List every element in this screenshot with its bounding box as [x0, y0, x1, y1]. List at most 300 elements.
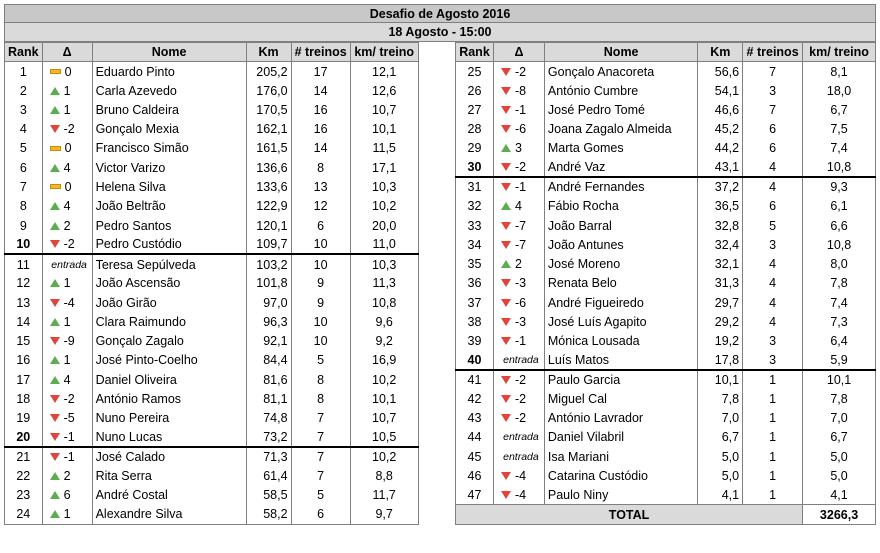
- arrow-up-icon: [50, 376, 60, 384]
- rank-cell: 11: [5, 254, 43, 273]
- delta-cell: [42, 62, 92, 81]
- arrow-up-icon: [50, 202, 60, 210]
- rank-cell: 33: [456, 216, 494, 235]
- table-row: [5, 351, 419, 370]
- name-cell: Carla Azevedo: [92, 81, 246, 100]
- name-cell: Francisco Simão: [92, 139, 246, 158]
- delta-value: 0: [64, 141, 72, 156]
- table-row: [456, 331, 876, 350]
- col-km-per-treino: km/ treino: [350, 43, 418, 62]
- table-row: [5, 486, 419, 505]
- table-row: [5, 409, 419, 428]
- name-cell: Victor Varizo: [92, 158, 246, 177]
- treinos-cell: 10: [291, 331, 350, 350]
- km-cell: 58,2: [246, 505, 291, 524]
- km-cell: 58,5: [246, 486, 291, 505]
- km-cell: 73,2: [246, 428, 291, 447]
- table-row: [456, 466, 876, 485]
- name-cell: Luís Matos: [544, 351, 698, 370]
- col-km: Km: [246, 43, 291, 62]
- treinos-cell: 10: [291, 312, 350, 331]
- table-row: [456, 254, 876, 273]
- km-per-treino-cell: 17,1: [350, 158, 418, 177]
- table-row: [5, 197, 419, 216]
- ranking-table-right: [455, 42, 876, 525]
- entry-label: entrada: [503, 450, 539, 463]
- name-cell: Daniel Vilabril: [544, 428, 698, 447]
- km-per-treino-cell: 10,1: [350, 389, 418, 408]
- table-row: [5, 254, 419, 273]
- arrow-down-icon: [50, 395, 60, 403]
- treinos-cell: 5: [291, 486, 350, 505]
- table-row: [456, 197, 876, 216]
- delta-cell: [42, 466, 92, 485]
- delta-cell: [493, 177, 544, 196]
- arrow-down-icon: [50, 453, 60, 461]
- treinos-cell: 4: [743, 158, 803, 177]
- km-cell: 29,2: [698, 312, 743, 331]
- treinos-cell: 10: [291, 235, 350, 254]
- km-cell: 122,9: [246, 197, 291, 216]
- delta-cell: [42, 505, 92, 524]
- equal-icon: [50, 184, 61, 189]
- name-cell: André Fernandes: [544, 177, 698, 196]
- km-per-treino-cell: 9,2: [350, 331, 418, 350]
- km-per-treino-cell: 10,8: [350, 293, 418, 312]
- delta-value: 1: [63, 83, 71, 98]
- km-cell: 36,5: [698, 197, 743, 216]
- table-row: [5, 216, 419, 235]
- rank-cell: 28: [456, 120, 494, 139]
- name-cell: Joana Zagalo Almeida: [544, 120, 698, 139]
- delta-cell: [493, 351, 544, 370]
- delta-value: -7: [514, 237, 527, 252]
- delta-value: -2: [514, 64, 527, 79]
- table-row: [5, 428, 419, 447]
- table-row: [5, 274, 419, 293]
- delta-cell: [493, 235, 544, 254]
- name-cell: Teresa Sepúlveda: [92, 254, 246, 273]
- rank-cell: 24: [5, 505, 43, 524]
- km-per-treino-cell: 10,1: [803, 370, 876, 389]
- delta-cell: [493, 466, 544, 485]
- table-row: [456, 351, 876, 370]
- rank-cell: 25: [456, 62, 494, 81]
- treinos-cell: 8: [291, 389, 350, 408]
- delta-cell: [493, 100, 544, 119]
- treinos-cell: 6: [743, 120, 803, 139]
- delta-value: 4: [63, 199, 71, 214]
- arrow-up-icon: [50, 164, 60, 172]
- arrow-down-icon: [501, 376, 511, 384]
- arrow-up-icon: [50, 318, 60, 326]
- table-row: [5, 331, 419, 350]
- rank-cell: 34: [456, 235, 494, 254]
- km-per-treino-cell: 16,9: [350, 351, 418, 370]
- delta-cell: [493, 312, 544, 331]
- rank-cell: 5: [5, 139, 43, 158]
- km-cell: 136,6: [246, 158, 291, 177]
- treinos-cell: 7: [291, 466, 350, 485]
- rank-cell: 31: [456, 177, 494, 196]
- km-cell: 81,6: [246, 370, 291, 389]
- km-per-treino-cell: 7,0: [803, 409, 876, 428]
- delta-cell: [42, 235, 92, 254]
- name-cell: Gonçalo Mexia: [92, 120, 246, 139]
- km-per-treino-cell: 9,3: [803, 177, 876, 196]
- delta-value: -2: [514, 373, 527, 388]
- delta-value: -2: [63, 237, 75, 252]
- name-cell: Fábio Rocha: [544, 197, 698, 216]
- treinos-cell: 9: [291, 274, 350, 293]
- treinos-cell: 8: [291, 370, 350, 389]
- rank-cell: 39: [456, 331, 494, 350]
- arrow-down-icon: [501, 299, 511, 307]
- name-cell: João Beltrão: [92, 197, 246, 216]
- table-row: [5, 100, 419, 119]
- table-row: [5, 81, 419, 100]
- delta-cell: [42, 389, 92, 408]
- name-cell: André Costal: [92, 486, 246, 505]
- km-per-treino-cell: 6,7: [803, 100, 876, 119]
- treinos-cell: 4: [743, 293, 803, 312]
- name-cell: Gonçalo Zagalo: [92, 331, 246, 350]
- arrow-down-icon: [501, 241, 511, 249]
- table-row: [5, 235, 419, 254]
- km-cell: 162,1: [246, 120, 291, 139]
- arrow-down-icon: [501, 87, 511, 95]
- rank-cell: 16: [5, 351, 43, 370]
- name-cell: Pedro Custódio: [92, 235, 246, 254]
- delta-value: -2: [514, 411, 527, 426]
- treinos-cell: 4: [743, 177, 803, 196]
- total-label: TOTAL: [456, 505, 803, 524]
- km-per-treino-cell: 12,6: [350, 81, 418, 100]
- table-row: [5, 370, 419, 389]
- km-per-treino-cell: 10,7: [350, 409, 418, 428]
- treinos-cell: 1: [743, 409, 803, 428]
- treinos-cell: 4: [743, 274, 803, 293]
- delta-value: 1: [63, 102, 71, 117]
- arrow-down-icon: [50, 414, 60, 422]
- name-cell: António Lavrador: [544, 409, 698, 428]
- km-per-treino-cell: 10,3: [350, 254, 418, 273]
- delta-value: 6: [63, 488, 71, 503]
- rank-cell: 26: [456, 81, 494, 100]
- table-row: [456, 216, 876, 235]
- name-cell: Gonçalo Anacoreta: [544, 62, 698, 81]
- km-cell: 92,1: [246, 331, 291, 350]
- delta-cell: [493, 120, 544, 139]
- table-row: [5, 139, 419, 158]
- name-cell: Miguel Cal: [544, 389, 698, 408]
- km-per-treino-cell: 6,7: [803, 428, 876, 447]
- km-cell: 44,2: [698, 139, 743, 158]
- rank-cell: 32: [456, 197, 494, 216]
- table-row: [456, 100, 876, 119]
- km-cell: 46,6: [698, 100, 743, 119]
- km-cell: 97,0: [246, 293, 291, 312]
- km-per-treino-cell: 7,4: [803, 293, 876, 312]
- delta-cell: [42, 370, 92, 389]
- delta-value: -7: [514, 218, 527, 233]
- rank-cell: 12: [5, 274, 43, 293]
- name-cell: Renata Belo: [544, 274, 698, 293]
- km-cell: 120,1: [246, 216, 291, 235]
- delta-value: -6: [514, 122, 527, 137]
- rank-cell: 9: [5, 216, 43, 235]
- rank-cell: 17: [5, 370, 43, 389]
- name-cell: José Calado: [92, 447, 246, 466]
- rank-cell: 43: [456, 409, 494, 428]
- table-row: [456, 486, 876, 505]
- km-per-treino-cell: 7,3: [803, 312, 876, 331]
- km-per-treino-cell: 4,1: [803, 486, 876, 505]
- rank-cell: 38: [456, 312, 494, 331]
- rank-cell: 18: [5, 389, 43, 408]
- col-name: Nome: [92, 43, 246, 62]
- rank-cell: 27: [456, 100, 494, 119]
- treinos-cell: 3: [743, 351, 803, 370]
- treinos-cell: 12: [291, 197, 350, 216]
- km-cell: 56,6: [698, 62, 743, 81]
- table-row: [456, 274, 876, 293]
- rank-cell: 2: [5, 81, 43, 100]
- arrow-down-icon: [50, 240, 60, 248]
- delta-value: -2: [63, 391, 75, 406]
- arrow-down-icon: [50, 125, 60, 133]
- ranking-sheet: [4, 4, 876, 548]
- table-row: [456, 139, 876, 158]
- delta-value: 4: [63, 372, 71, 387]
- delta-value: -4: [514, 468, 527, 483]
- rank-cell: 23: [5, 486, 43, 505]
- delta-cell: [42, 428, 92, 447]
- rank-cell: 22: [5, 466, 43, 485]
- rank-cell: 44: [456, 428, 494, 447]
- delta-cell: [493, 331, 544, 350]
- km-per-treino-cell: 8,8: [350, 466, 418, 485]
- delta-value: 2: [63, 218, 71, 233]
- treinos-cell: 1: [743, 447, 803, 466]
- arrow-up-icon: [50, 87, 60, 95]
- table-row: [5, 62, 419, 81]
- delta-value: 1: [63, 507, 71, 522]
- arrow-down-icon: [50, 337, 60, 345]
- km-per-treino-cell: 8,1: [803, 62, 876, 81]
- table-row: [456, 81, 876, 100]
- name-cell: Mónica Lousada: [544, 331, 698, 350]
- delta-value: 2: [514, 257, 522, 272]
- km-cell: 161,5: [246, 139, 291, 158]
- treinos-cell: 3: [743, 81, 803, 100]
- km-per-treino-cell: 7,8: [803, 389, 876, 408]
- km-cell: 31,3: [698, 274, 743, 293]
- table-row: [5, 389, 419, 408]
- arrow-down-icon: [501, 318, 511, 326]
- table-row: [456, 177, 876, 196]
- table-row: [5, 505, 419, 524]
- km-cell: 29,7: [698, 293, 743, 312]
- rank-cell: 6: [5, 158, 43, 177]
- km-cell: 205,2: [246, 62, 291, 81]
- delta-cell: [493, 389, 544, 408]
- km-per-treino-cell: 10,5: [350, 428, 418, 447]
- delta-cell: [493, 62, 544, 81]
- delta-value: -1: [514, 180, 527, 195]
- delta-cell: [493, 274, 544, 293]
- col-km: Km: [698, 43, 743, 62]
- delta-cell: [42, 197, 92, 216]
- name-cell: José Pinto-Coelho: [92, 351, 246, 370]
- delta-cell: [493, 81, 544, 100]
- delta-value: -5: [63, 411, 75, 426]
- delta-value: -1: [63, 450, 75, 465]
- delta-cell: [493, 486, 544, 505]
- delta-cell: [493, 216, 544, 235]
- rank-cell: 13: [5, 293, 43, 312]
- delta-value: 3: [514, 141, 522, 156]
- delta-cell: [493, 254, 544, 273]
- name-cell: Pedro Santos: [92, 216, 246, 235]
- rank-cell: 35: [456, 254, 494, 273]
- table-row: [5, 177, 419, 196]
- rank-cell: 1: [5, 62, 43, 81]
- delta-cell: [42, 81, 92, 100]
- arrow-down-icon: [501, 125, 511, 133]
- treinos-cell: 17: [291, 62, 350, 81]
- name-cell: Bruno Caldeira: [92, 100, 246, 119]
- table-row: [456, 370, 876, 389]
- delta-cell: [42, 409, 92, 428]
- treinos-cell: 16: [291, 100, 350, 119]
- km-cell: 37,2: [698, 177, 743, 196]
- header-row: [5, 43, 419, 62]
- delta-cell: [42, 447, 92, 466]
- treinos-cell: 9: [291, 293, 350, 312]
- rank-cell: 40: [456, 351, 494, 370]
- treinos-cell: 14: [291, 81, 350, 100]
- arrow-up-icon: [50, 279, 60, 287]
- delta-cell: [42, 254, 92, 273]
- treinos-cell: 1: [743, 486, 803, 505]
- name-cell: Alexandre Silva: [92, 505, 246, 524]
- delta-cell: [42, 274, 92, 293]
- rank-cell: 37: [456, 293, 494, 312]
- km-cell: 103,2: [246, 254, 291, 273]
- delta-value: -1: [514, 334, 527, 349]
- km-per-treino-cell: 6,4: [803, 331, 876, 350]
- km-per-treino-cell: 10,3: [350, 177, 418, 196]
- name-cell: José Moreno: [544, 254, 698, 273]
- treinos-cell: 8: [291, 158, 350, 177]
- table-row: [5, 466, 419, 485]
- delta-value: -2: [514, 160, 527, 175]
- table-row: [456, 447, 876, 466]
- treinos-cell: 13: [291, 177, 350, 196]
- treinos-cell: 6: [291, 216, 350, 235]
- arrow-down-icon: [501, 163, 511, 171]
- km-per-treino-cell: 12,1: [350, 62, 418, 81]
- arrow-down-icon: [50, 299, 60, 307]
- name-cell: Paulo Niny: [544, 486, 698, 505]
- km-cell: 61,4: [246, 466, 291, 485]
- rank-cell: 20: [5, 428, 43, 447]
- delta-cell: [493, 197, 544, 216]
- equal-icon: [50, 69, 61, 74]
- km-per-treino-cell: 7,5: [803, 120, 876, 139]
- table-row: [456, 158, 876, 177]
- delta-value: 0: [64, 64, 72, 79]
- arrow-down-icon: [50, 433, 60, 441]
- km-cell: 45,2: [698, 120, 743, 139]
- rank-cell: 7: [5, 177, 43, 196]
- delta-value: -2: [63, 122, 75, 137]
- treinos-cell: 4: [743, 312, 803, 331]
- total-value: 3266,3: [803, 505, 876, 524]
- delta-cell: [493, 139, 544, 158]
- treinos-cell: 1: [743, 370, 803, 389]
- arrow-up-icon: [501, 202, 511, 210]
- km-per-treino-cell: 18,0: [803, 81, 876, 100]
- col-delta: Δ: [493, 43, 544, 62]
- km-cell: 17,8: [698, 351, 743, 370]
- treinos-cell: 7: [743, 100, 803, 119]
- name-cell: Marta Gomes: [544, 139, 698, 158]
- table-row: [456, 235, 876, 254]
- treinos-cell: 4: [743, 254, 803, 273]
- arrow-down-icon: [501, 491, 511, 499]
- km-cell: 84,4: [246, 351, 291, 370]
- arrow-down-icon: [501, 472, 511, 480]
- name-cell: André Vaz: [544, 158, 698, 177]
- km-per-treino-cell: 10,1: [350, 120, 418, 139]
- delta-cell: [42, 139, 92, 158]
- km-cell: 32,8: [698, 216, 743, 235]
- delta-value: -1: [514, 102, 527, 117]
- arrow-up-icon: [50, 106, 60, 114]
- km-per-treino-cell: 10,8: [803, 235, 876, 254]
- name-cell: Nuno Lucas: [92, 428, 246, 447]
- km-cell: 5,0: [698, 466, 743, 485]
- delta-value: 4: [514, 199, 522, 214]
- treinos-cell: 16: [291, 120, 350, 139]
- arrow-up-icon: [50, 491, 60, 499]
- delta-cell: [493, 293, 544, 312]
- arrow-down-icon: [501, 414, 511, 422]
- km-cell: 101,8: [246, 274, 291, 293]
- treinos-cell: 7: [291, 409, 350, 428]
- header-row: [456, 43, 876, 62]
- km-cell: 71,3: [246, 447, 291, 466]
- km-per-treino-cell: 10,2: [350, 447, 418, 466]
- col-delta: Δ: [42, 43, 92, 62]
- name-cell: Clara Raimundo: [92, 312, 246, 331]
- km-cell: 54,1: [698, 81, 743, 100]
- delta-value: -2: [514, 391, 527, 406]
- delta-value: 1: [63, 314, 71, 329]
- table-row: [5, 158, 419, 177]
- treinos-cell: 6: [291, 505, 350, 524]
- col-rank: Rank: [456, 43, 494, 62]
- km-cell: 43,1: [698, 158, 743, 177]
- col-km-per-treino: km/ treino: [803, 43, 876, 62]
- delta-value: 0: [64, 179, 72, 194]
- table-row: [456, 62, 876, 81]
- km-per-treino-cell: 5,9: [803, 351, 876, 370]
- treinos-cell: 1: [743, 428, 803, 447]
- arrow-up-icon: [50, 510, 60, 518]
